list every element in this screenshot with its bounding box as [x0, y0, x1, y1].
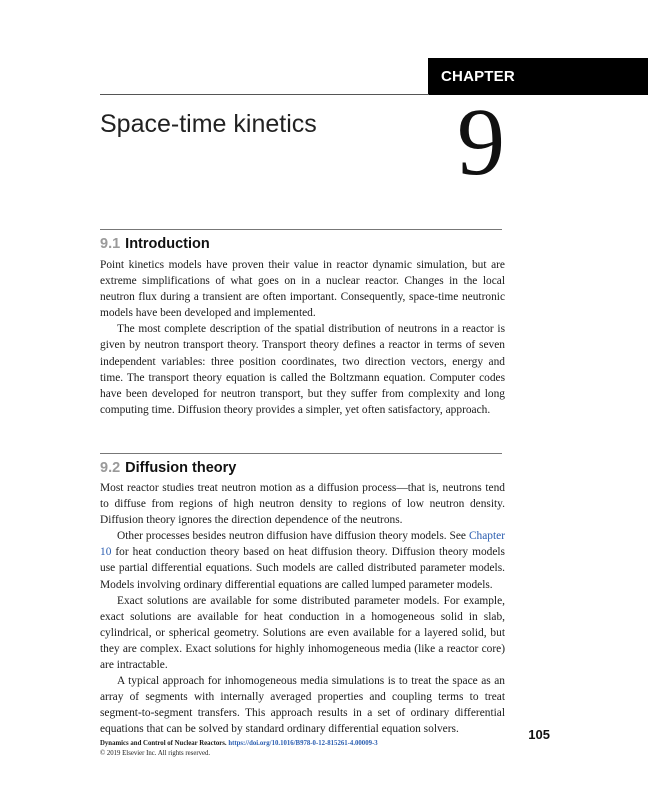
- book-title: Dynamics and Control of Nuclear Reactors.: [100, 740, 227, 747]
- section-title: Introduction: [125, 236, 210, 252]
- section-body: [100, 257, 505, 418]
- copyright: © 2019 Elsevier Inc. All rights reserved.: [100, 750, 211, 757]
- doi-link[interactable]: https://doi.org/10.1016/B978-0-12-815261-4.00009-3: [228, 740, 378, 747]
- section-title: Diffusion theory: [125, 460, 237, 476]
- paragraph: Most reactor studies treat neutron motion as a diffusion process—that is, neutrons tend to diffuse from regions of high neutron density to regions of low neutron density. Diffusion theory ignores the direction dependence of the neutrons.: [100, 482, 505, 527]
- paragraph: Exact solutions are available for some distributed parameter models. For example, exact solutions are available for heat conduction in a homogeneous solid in slab, cylindrical, or spherical geometry. Solutions are even available for a layered solid, but they are complex. Exact solutions for highly inhomogeneous media (like a reactor core) are intractable.: [100, 594, 505, 672]
- chapter-number: 9: [457, 88, 505, 195]
- page-number: 105: [528, 727, 550, 742]
- section-heading: [100, 460, 236, 476]
- section-number: 9.1: [100, 236, 121, 252]
- paragraph: A typical approach for inhomogeneous media simulations is to treat the space as an array of segments with internally averaged properties and coupling terms to treat segment-to-segment transfers. This approach results in a set of ordinary differential equations that can be solved by standard ordinary differential equation solvers.: [100, 675, 505, 736]
- chapter-link[interactable]: Chapter 10: [100, 530, 505, 559]
- footer: [100, 739, 520, 759]
- paragraph-text: Other processes besides neutron diffusion have diffusion theory models. See: [117, 530, 469, 543]
- paragraph: Point kinetics models have proven their value in reactor dynamic simulation, but are extreme simplifications of what goes on in a nuclear reactor. Changes in the local neutron flux during a transient are often important. Consequently, space-time neutronic models have been developed and implemented.: [100, 259, 505, 320]
- paragraph: The most complete description of the spatial distribution of neutrons in a reactor is given by neutron transport theory. Transport theory defines a reactor in terms of seven independent variables: three position coordinates, two direction vectors, energy and time. The transport theory equation is called the Boltzmann equation. Computer codes have been developed for neutron transport, but they suffer from complexity and long computing time. Diffusion theory provides a simpler, yet often satisfactory, approach.: [100, 323, 505, 416]
- section-number: 9.2: [100, 460, 121, 476]
- section-body: [100, 480, 505, 738]
- chapter-label: CHAPTER: [428, 58, 648, 95]
- section-rule: [100, 229, 502, 230]
- chapter-title: Space-time kinetics: [100, 110, 317, 138]
- paragraph: [100, 528, 505, 592]
- header-rule: [100, 94, 429, 95]
- citation-line: [100, 739, 520, 749]
- section-rule: [100, 453, 502, 454]
- section-heading: [100, 236, 210, 252]
- paragraph-text: for heat conduction theory based on heat diffusion theory. Diffusion theory models use partial differential equations. Such models are called distributed parameter models. Models involving ordinary differential equations are called lumped parameter models.: [100, 546, 505, 591]
